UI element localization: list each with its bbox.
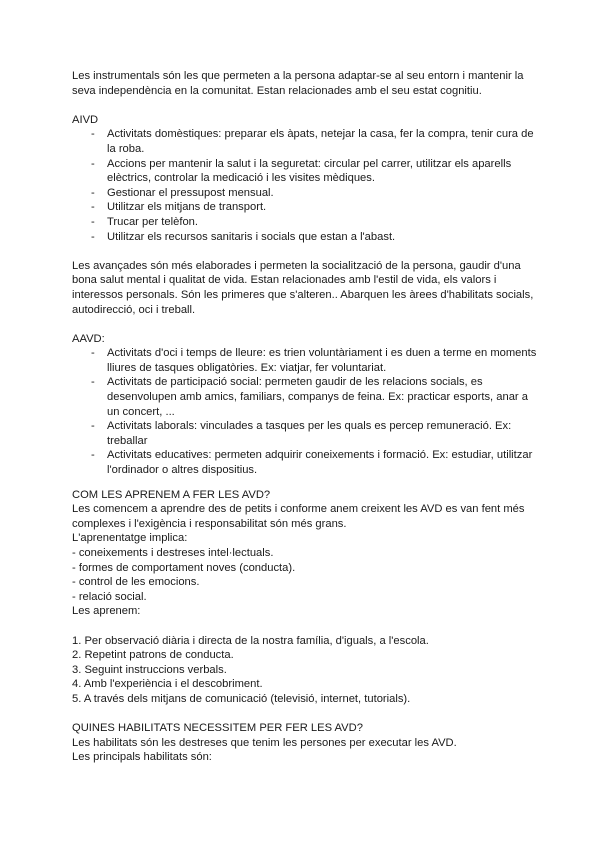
list-item: - Activitats domèstiques: preparar els àpats, netejar la casa, fer la compra, tenir cura de la roba. [72,127,542,156]
implica-item: - formes de comportament noves (conducta). [72,561,296,574]
aprenem-paragraph: Les comencem a aprendre des de petits i conforme anem creixent les AVD es van fent més complexes i l'exigència i responsabilitat són més grans. [72,503,525,530]
habilitats-heading: QUINES HABILITATS NECESSITEM PER FER LES AVD? [72,722,363,735]
list-item: - Activitats d'oci i temps de lleure: es trien voluntàriament i es duen a terme en moments lliures de tasques obligatòries. Ex: viatjar, fer voluntariat. [72,346,542,375]
implica-item: - coneixements i destreses intel·lectuals. [72,547,274,559]
way-item: 2. Repetint patrons de conducta. [72,649,234,662]
document-page [72,69,542,765]
implica-item: - relació social. [72,590,147,603]
way-item: 4. Amb l'experiència i el descobriment. [72,678,263,691]
implica-item: - control de les emocions. [72,576,200,589]
list-item: - Activitats laborals: vinculades a tasques per les quals es percep remuneració. Ex: treballar [72,419,542,448]
aivd-heading: AIVD [72,113,99,126]
avancades-paragraph: Les avançades són més elaborades i permeten la socialització de la persona, gaudir d'una bona salut mental i qualitat de vida. Estan relacionades amb l'estil de vida, els valors i interessos personals. Són les primeres que s'alteren.. Abarquen les àrees d'habilitats socials, autodirecció, oci i treball. [72,259,534,316]
list-item: - Activitats de participació social: permeten gaudir de les relacions socials, es desenvolupen amb amics, familiars, companys de feina. Ex: practicar esports, anar a un concert, ... [72,375,542,419]
list-item: - Activitats educatives: permeten adquirir coneixements i formació. Ex: estudiar, utilitzar l'ordinador o altres dispositius. [72,448,542,477]
habilitats-paragraph: Les habilitats són les destreses que tenim les persones per executar les AVD. [72,736,457,749]
way-item: 1. Per observació diària i directa de la nostra família, d'iguals, a l'escola. [72,634,429,647]
intro-paragraph: Les instrumentals són les que permeten a la persona adaptar-se al seu entorn i mantenir la seva independència en la comunitat. Estan relacionades amb el seu estat cognitiu. [72,70,524,97]
list-item: - Gestionar el pressupost mensual. [72,186,542,201]
way-item: 3. Seguint instruccions verbals. [72,663,227,676]
aprenem-heading: COM LES APRENEM A FER LES AVD? [72,488,271,501]
list-item: - Accions per mantenir la salut i la seguretat: circular pel carrer, utilitzar els aparells elèctrics, controlar la medicació i les visites mèdiques. [72,157,542,186]
implica-label: L'aprenentatge implica: [72,532,188,545]
les-aprenem-label: Les aprenem: [72,605,141,618]
aavd-heading: AAVD: [72,332,105,345]
way-item: 5. A través dels mitjans de comunicació (televisió, internet, tutorials). [72,692,411,705]
list-item: - Trucar per telèfon. [72,215,542,230]
list-item: - Utilitzar els mitjans de transport. [72,200,542,215]
aavd-list [72,346,542,477]
aivd-list [72,127,542,244]
list-item: - Utilitzar els recursos sanitaris i socials que estan a l'abast. [72,230,542,245]
principals-label: Les principals habilitats són: [72,751,212,764]
